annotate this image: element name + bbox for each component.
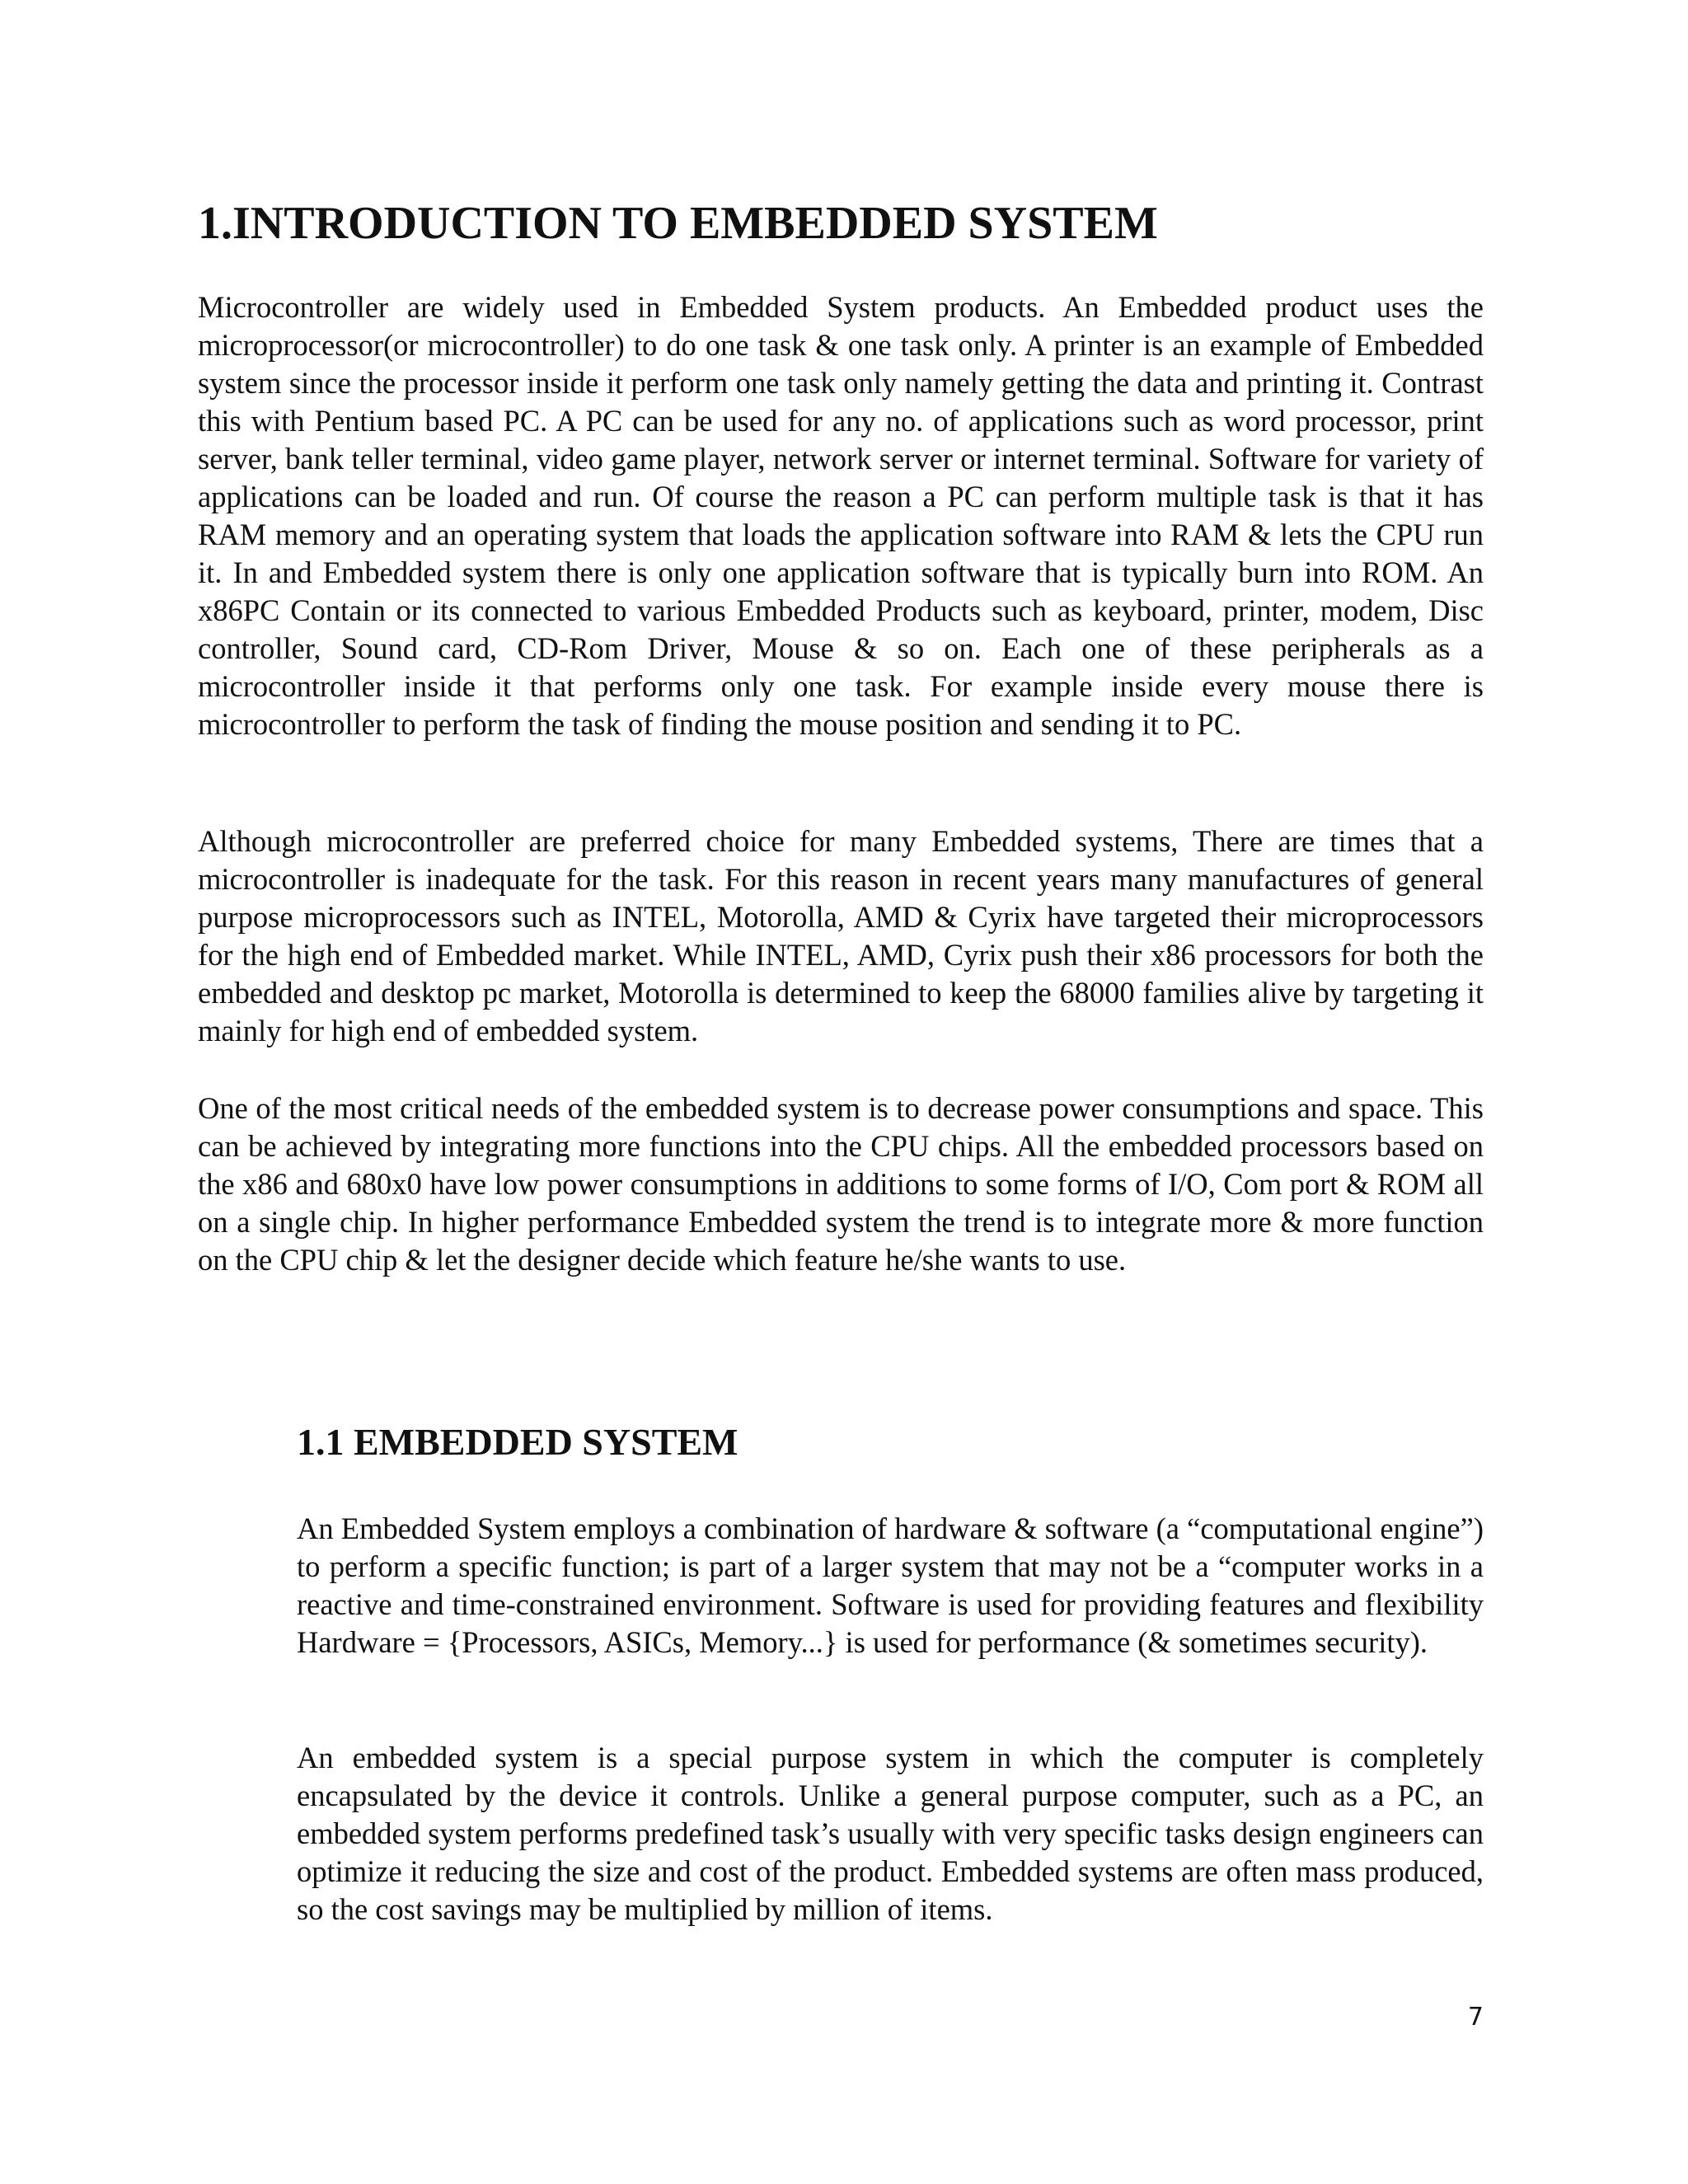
section-heading: 1.INTRODUCTION TO EMBEDDED SYSTEM [198,198,1158,249]
subsection-paragraph-1: An Embedded System employs a combination of hardware & software (a “computational engine”) to perform a specific function; is part of a larger system that may not be a “computer works in a reactive and time-constrained environment. Software is used for providing features and flexibility Hardware = {Processors, ASICs, Memory...} is used for performance (& sometimes security). [297,1511,1484,1659]
page-number: 7 [1467,2003,1484,2032]
intro-paragraph-2: Although microcontroller are preferred choice for many Embedded systems, There are times that a microcontroller is inadequate for the task. For this reason in recent years many manufactures of general purpose microprocessors such as INTEL, Motorolla, AMD & Cyrix have targeted their microprocessors for the high end of Embedded market. While INTEL, AMD, Cyrix push their x86 processors for both the embedded and desktop pc market, Motorolla is determined to keep the 68000 families alive by targeting it mainly for high end of embedded system. [198,824,1484,1047]
subsection-paragraph-2: An embedded system is a special purpose system in which the computer is completely encapsulated by the device it controls. Unlike a general purpose computer, such as a PC, an embedded system performs predefined task’s usually with very specific tasks design engineers can optimize it reducing the size and cost of the product. Embedded systems are often mass produced, so the cost savings may be multiplied by million of items. [297,1741,1484,1926]
subsection-heading: 1.1 EMBEDDED SYSTEM [297,1421,738,1463]
intro-paragraph-3: One of the most critical needs of the embedded system is to decrease power consumptions and space. This can be achieved by integrating more functions into the CPU chips. All the embedded processors based on the x86 and 680x0 have low power consumptions in additions to some forms of I/O, Com port & ROM all on a single chip. In higher performance Embedded system the trend is to integrate more & more function on the CPU chip & let the designer decide which feature he/she wants to use. [198,1091,1484,1277]
intro-paragraph-1: Microcontroller are widely used in Embedded System products. An Embedded product uses the microprocessor(or microcontroller) to do one task & one task only. A printer is an example of Embedded system since the processor inside it perform one task only namely getting the data and printing it. Contrast this with Pentium based PC. A PC can be used for any no. of applications such as word processor, print server, bank teller terminal, video game player, network server or internet terminal. Software for variety of applications can be loaded and run. Of course the reason a PC can perform multiple task is that it has RAM memory and an operating system that loads the application software into RAM & lets the CPU run it. In and Embedded system there is only one application software that is typically burn into ROM. An x86PC Contain or its connected to various Embedded Products such as keyboard, printer, modem, Disc controller, Sound card, CD-Rom Driver, Mouse & so on. Each one of these peripherals as a microcontroller inside it that performs only one task. For example inside every mouse there is microcontroller to perform the task of finding the mouse position and sending it to PC. [198,290,1484,741]
